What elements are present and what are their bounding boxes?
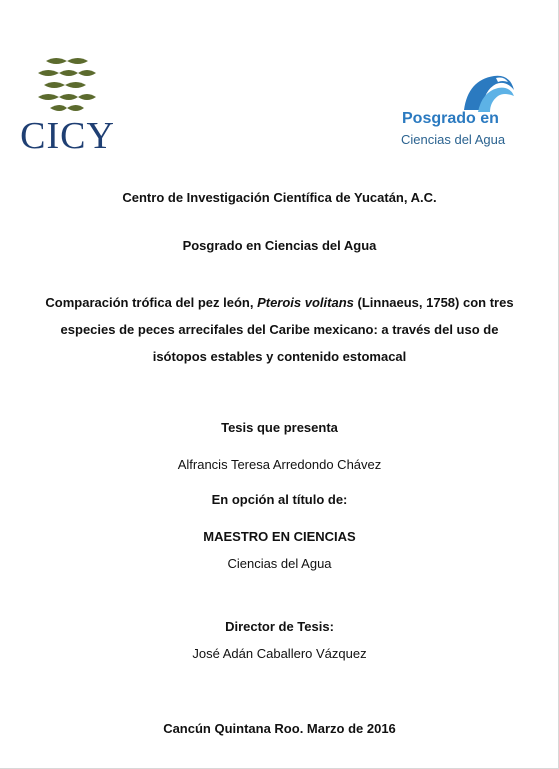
- program-name: Posgrado en Ciencias del Agua: [182, 238, 377, 253]
- director-label: Director de Tesis:: [225, 619, 334, 634]
- degree-name: MAESTRO EN CIENCIAS: [203, 529, 356, 544]
- cicy-logo: [20, 55, 115, 155]
- cicy-logo-text: CICY: [20, 115, 115, 157]
- place-date: Cancún Quintana Roo. Marzo de 2016: [163, 721, 396, 736]
- thesis-title-line-1: [0, 289, 559, 316]
- posgrado-agua-logo: [398, 70, 528, 155]
- logo-text-ciencias: Ciencias del Agua: [401, 132, 506, 147]
- thesis-title-line-3: isótopos estables y contenido estomacal: [152, 349, 407, 364]
- thesis-title-line-2: especies de peces arrecifales del Caribe mexicano: a través del uso de: [60, 322, 499, 337]
- leaf-stack-icon: [34, 55, 100, 115]
- title-text-after: (Linnaeus, 1758) con tres: [353, 295, 514, 310]
- thesis-label: Tesis que presenta: [221, 420, 338, 435]
- option-label: En opción al título de:: [211, 492, 348, 507]
- species-name: Pterois volitans: [257, 295, 354, 310]
- director-name: José Adán Caballero Vázquez: [192, 646, 367, 661]
- logo-text-posgrado: Posgrado en: [402, 110, 499, 127]
- degree-field: Ciencias del Agua: [227, 556, 332, 571]
- thesis-title: [0, 289, 559, 370]
- title-text-before: Comparación trófica del pez león,: [45, 295, 258, 310]
- water-wave-icon: [458, 70, 518, 114]
- institution-name: Centro de Investigación Científica de Yucatán, A.C.: [122, 190, 437, 205]
- author-name: Alfrancis Teresa Arredondo Chávez: [177, 457, 382, 472]
